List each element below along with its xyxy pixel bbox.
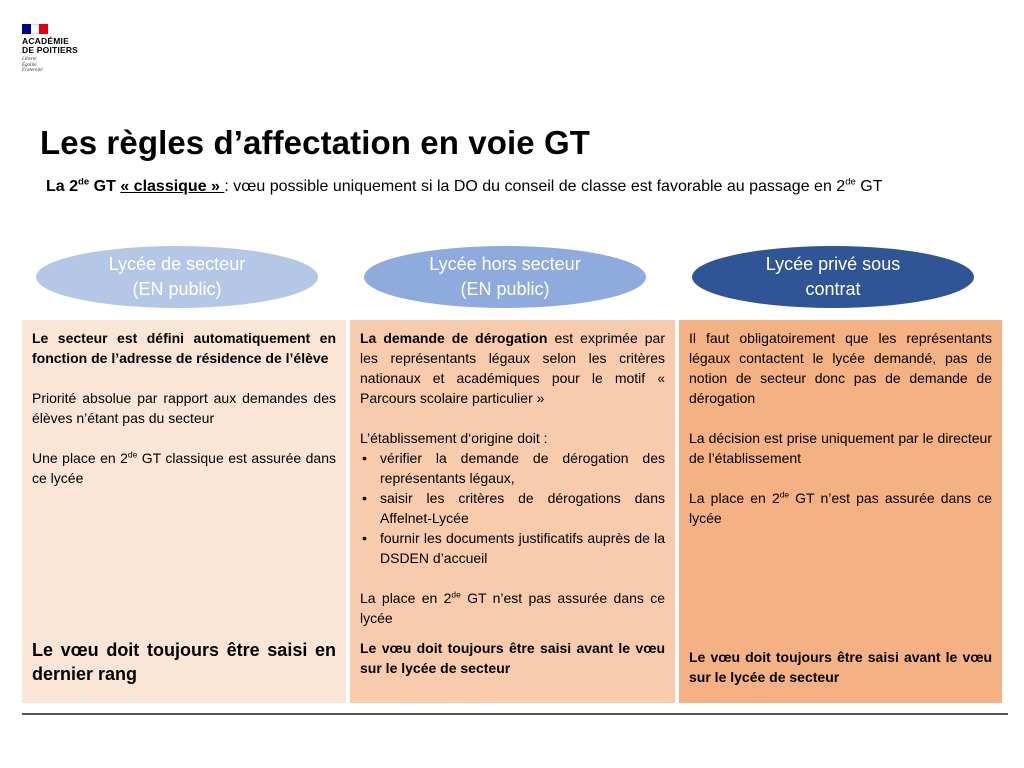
- secteur-definition: Le secteur est défini automatiquement en fonction de l’adresse de résidence de l’élève: [32, 330, 336, 366]
- hors-secteur-footer: Le vœu doit toujours être saisi avant le vœu sur le lycée de secteur: [360, 640, 665, 676]
- list-item: • vérifier la demande de dérogation des représentants légaux,: [380, 448, 665, 488]
- intro-text: La 2de GT « classique » : vœu possible uniquement si la DO du conseil de classe est favorable au passage en 2de GT: [46, 176, 883, 195]
- page-title: Les règles d’affectation en voie GT: [40, 124, 590, 161]
- column-lycee-secteur: [22, 320, 346, 703]
- logo-name-line1: ACADÉMIE: [22, 36, 69, 46]
- column-lycee-hors-secteur: [350, 320, 675, 703]
- column-lycee-prive: [679, 320, 1002, 703]
- footer-divider: [22, 713, 1008, 715]
- heading-lycee-hors-secteur: Lycée hors secteur (EN public): [364, 246, 646, 308]
- flag-icon: [22, 24, 48, 34]
- hors-secteur-list: [360, 448, 665, 568]
- heading-lycee-prive: Lycée privé sous contrat: [692, 246, 974, 308]
- prive-decision: La décision est prise uniquement par le directeur de l’établissement: [689, 430, 992, 466]
- hors-secteur-place: La place en 2de GT n’est pas assurée dans ce lycée: [360, 589, 666, 626]
- heading-lycee-secteur: Lycée de secteur (EN public): [36, 246, 318, 308]
- hors-secteur-demande: La demande de dérogation est exprimée par les représentants légaux selon les critères nationaux et académiques pour le motif « Parcours scolaire particulier »: [360, 330, 665, 406]
- academie-logo: [22, 24, 78, 74]
- list-item: • saisir les critères de dérogations dans Affelnet-Lycée: [380, 488, 665, 528]
- hors-secteur-etablissement: L’établissement d‘origine doit :: [360, 430, 548, 446]
- logo-motto: Liberté Égalité Fraternité: [22, 57, 43, 73]
- prive-place: La place en 2de GT n’est pas assurée dans ce lycée: [689, 489, 992, 526]
- prive-footer: Le vœu doit toujours être saisi avant le vœu sur le lycée de secteur: [689, 649, 992, 685]
- logo-name-line2: DE POITIERS: [22, 45, 79, 55]
- secteur-priorite: Priorité absolue par rapport aux demandes des élèves n’étant pas du secteur: [32, 390, 336, 426]
- secteur-footer: Le vœu doit toujours être saisi en dernier rang: [32, 640, 336, 684]
- prive-contact: Il faut obligatoirement que les représentants légaux contactent le lycée demandé, pas de notion de secteur donc pas de demande de dérogation: [689, 330, 992, 406]
- secteur-place: Une place en 2de GT classique est assurée dans ce lycée: [32, 449, 336, 486]
- list-item: • fournir les documents justificatifs auprès de la DSDEN d’accueil: [380, 528, 665, 568]
